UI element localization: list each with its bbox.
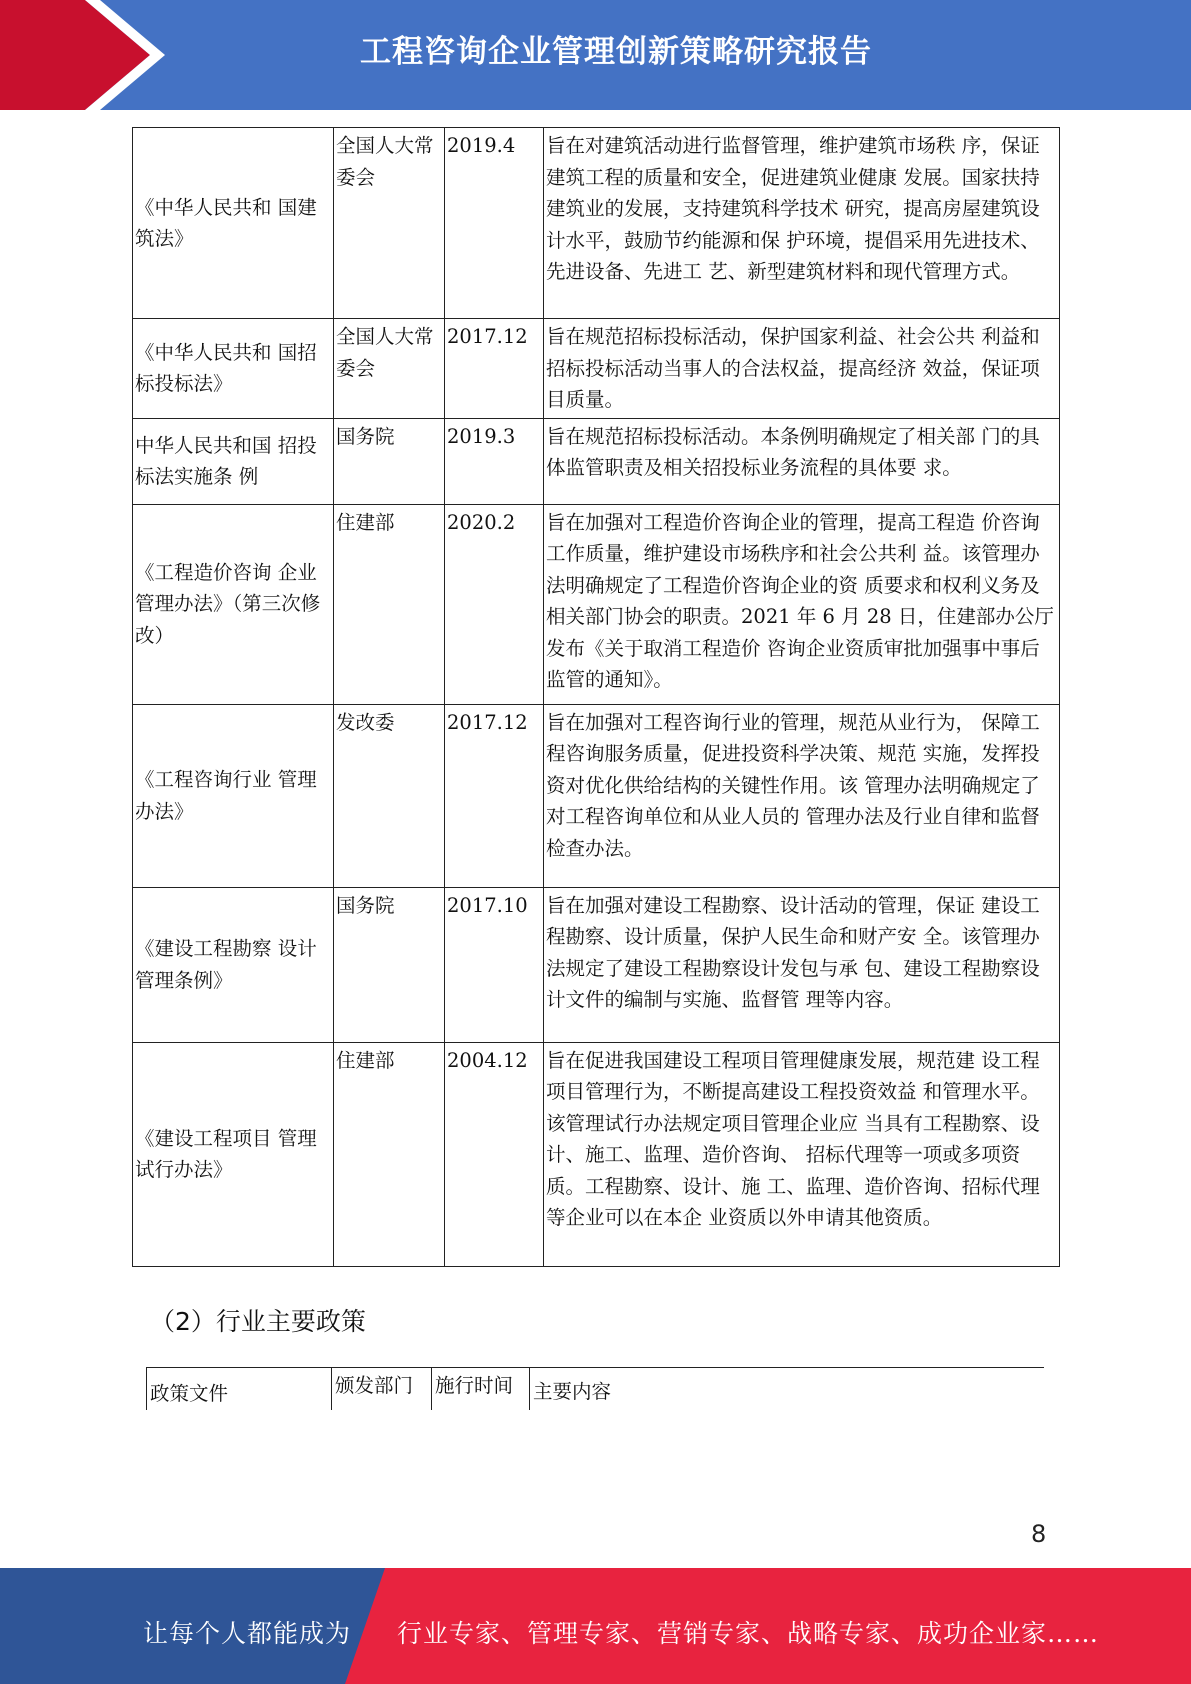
footer-slogan-left: 让每个人都能成为 xyxy=(143,1619,352,1648)
effective-date: 2017.12 xyxy=(445,704,544,887)
policy-name: 《工程咨询行业 管理办法》 xyxy=(133,704,334,887)
issuing-department: 全国人大常委会 xyxy=(334,319,445,419)
table-row xyxy=(133,418,1060,504)
footer-slogan-right: 行业专家、管理专家、营销专家、战略专家、成功企业家…… xyxy=(397,1619,1100,1648)
policy-content: 旨在对建筑活动进行监督管理，维护建筑市场秩 序，保证建筑工程的质量和安全，促进建筑业健康 发展。国家扶持建筑业的发展，支持建筑科学技术 研究，提高房屋建筑设计水平，鼓励节约能源和保 护环境，提倡采用先进技术、先进设备、先进工 艺、新型建筑材料和现代管理方式。 xyxy=(544,128,1060,319)
effective-date: 2017.12 xyxy=(445,319,544,419)
column-header-main-content: 主要内容 xyxy=(529,1368,1044,1410)
effective-date: 2019.3 xyxy=(445,418,544,504)
table-row xyxy=(133,128,1060,319)
issuing-department: 住建部 xyxy=(334,504,445,704)
page-header xyxy=(0,0,1191,110)
effective-date: 2019.4 xyxy=(445,128,544,319)
policy-content: 旨在加强对工程造价咨询企业的管理，提高工程造 价咨询工作质量，维护建设市场秩序和社会公共利 益。该管理办法明确规定了工程造价咨询企业的资 质要求和权利义务及相关部门协会的职责。2021 年 6 月 28 日，住建部办公厅发布《关于取消工程造价 咨询企业资质审批加强事中事后监管的通知》。 xyxy=(544,504,1060,704)
effective-date: 2004.12 xyxy=(445,1042,544,1266)
table-row xyxy=(133,504,1060,704)
page-number: 8 xyxy=(1031,1520,1047,1548)
policy-content: 旨在规范招标投标活动。本条例明确规定了相关部 门的具体监管职责及相关招投标业务流程的具体要 求。 xyxy=(544,418,1060,504)
policy-table xyxy=(132,127,1060,1267)
issuing-department: 发改委 xyxy=(334,704,445,887)
effective-date: 2020.2 xyxy=(445,504,544,704)
column-header-policy-file: 政策文件 xyxy=(146,1368,331,1410)
industry-policy-table-header xyxy=(146,1367,1044,1410)
policy-name: 《建设工程项目 管理试行办法》 xyxy=(133,1042,334,1266)
issuing-department: 住建部 xyxy=(334,1042,445,1266)
page-footer xyxy=(0,1568,1191,1684)
effective-date: 2017.10 xyxy=(445,887,544,1042)
section-heading: （2）行业主要政策 xyxy=(150,1307,366,1336)
table-row xyxy=(133,704,1060,887)
issuing-department: 国务院 xyxy=(334,887,445,1042)
table-row xyxy=(133,1042,1060,1266)
issuing-department: 全国人大常委会 xyxy=(334,128,445,319)
policy-name: 《工程造价咨询 企业管理办法》（第三次修改） xyxy=(133,504,334,704)
table-row xyxy=(133,319,1060,419)
policy-content: 旨在加强对建设工程勘察、设计活动的管理，保证 建设工程勘察、设计质量，保护人民生命和财产安 全。该管理办法规定了建设工程勘察设计发包与承 包、建设工程勘察设计文件的编制与实施、监督管 理等内容。 xyxy=(544,887,1060,1042)
column-header-department: 颁发部门 xyxy=(331,1368,431,1410)
policy-content: 旨在加强对工程咨询行业的管理，规范从业行为， 保障工程咨询服务质量，促进投资科学决策、规范 实施，发挥投资对优化供给结构的关键性作用。该 管理办法明确规定了对工程咨询单位和从业人员的 管理办法及行业自律和监督检查办法。 xyxy=(544,704,1060,887)
column-header-effective-date: 施行时间 xyxy=(431,1368,529,1410)
table-row xyxy=(133,887,1060,1042)
policy-name: 中华人民共和国 招投标法实施条 例 xyxy=(133,418,334,504)
issuing-department: 国务院 xyxy=(334,418,445,504)
policy-content: 旨在规范招标投标活动，保护国家利益、社会公共 利益和招标投标活动当事人的合法权益，提高经济 效益，保证项目质量。 xyxy=(544,319,1060,419)
policy-name: 《中华人民共和 国建筑法》 xyxy=(133,128,334,319)
policy-name: 《中华人民共和 国招标投标法》 xyxy=(133,319,334,419)
policy-content: 旨在促进我国建设工程项目管理健康发展，规范建 设工程项目管理行为，不断提高建设工程投资效益 和管理水平。该管理试行办法规定项目管理企业应 当具有工程勘察、设计、施工、监理、造价咨询、 招标代理等一项或多项资质。工程勘察、设计、施 工、监理、造价咨询、招标代理等企业可以在本企 业资质以外申请其他资质。 xyxy=(544,1042,1060,1266)
policy-name: 《建设工程勘察 设计管理条例》 xyxy=(133,887,334,1042)
report-title: 工程咨询企业管理创新策略研究报告 xyxy=(360,34,872,70)
